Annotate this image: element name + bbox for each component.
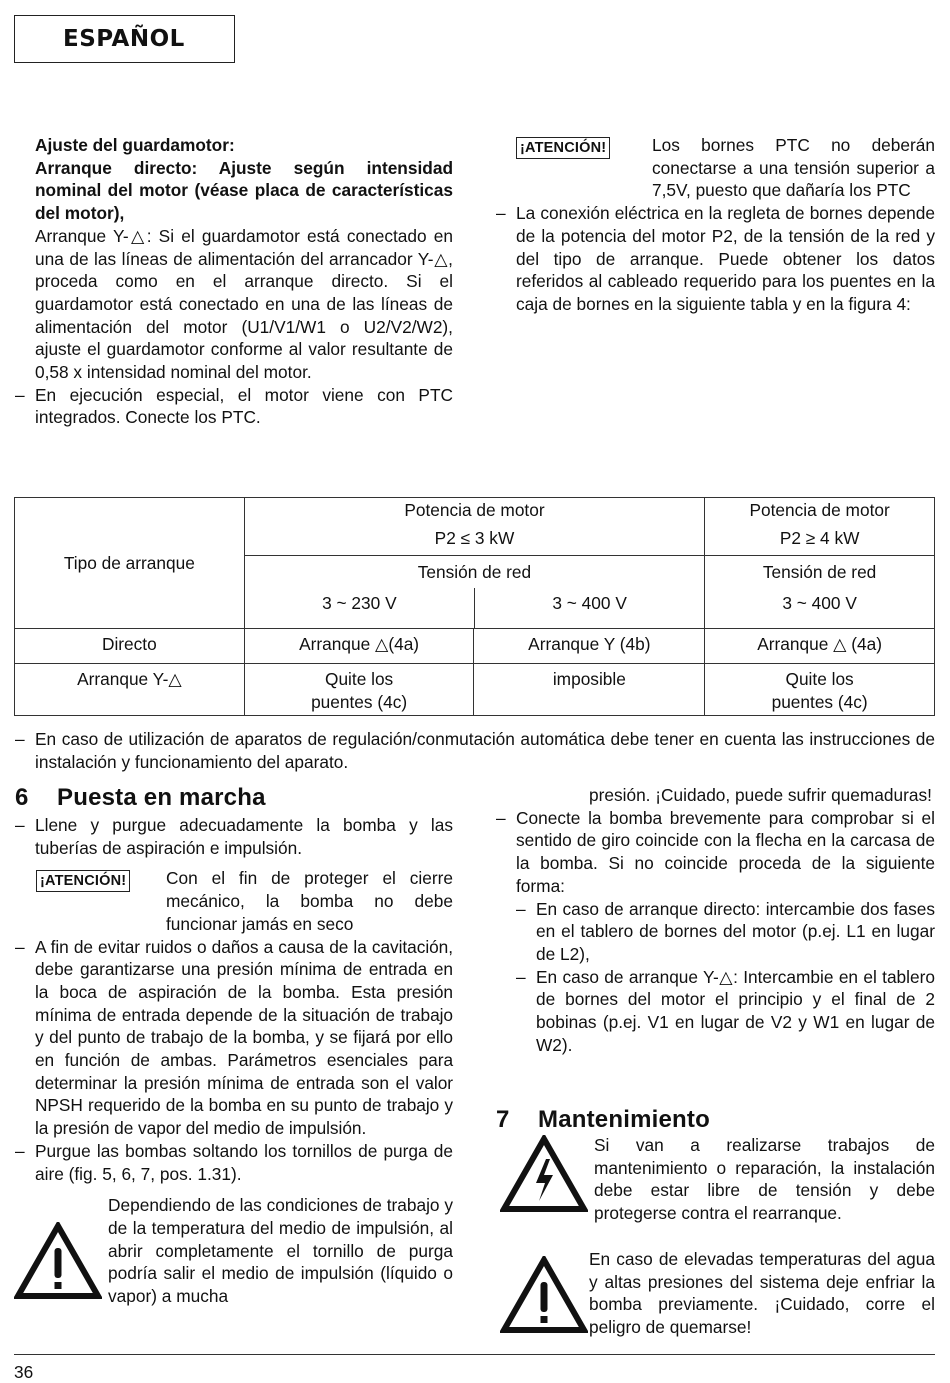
table-cell: Arranque Y (4b) (474, 629, 705, 664)
table-row (15, 629, 935, 664)
tipo-header: Tipo de arranque (15, 498, 245, 629)
section-6-title: 6 Puesta en marcha (15, 784, 266, 811)
ptc-bullet: – En ejecución especial, el motor viene con PTC integrados. Conecte los PTC. (15, 384, 453, 429)
section-7-title: 7 Mantenimiento (496, 1106, 710, 1133)
purge-warning-text: Dependiendo de las condiciones de trabajo y de la temperatura del medio de impulsión, al abrir completamente el tornillo de purga podría salir el medio de impulsión (líquido o vapor) a mucha (108, 1195, 453, 1307)
table-row (15, 664, 935, 716)
purge-bullet: – Purgue las bombas soltando los tornillos de purga de aire (fig. 5, 6, 7, pos. 1.31). (15, 1140, 453, 1185)
star-delta-setting: Arranque Y-△: Si el guardamotor está conectado en una de las líneas de alimentación del arrancador Y-△, proceda como en el arranque directo. Si el guardamotor está conectado en una de las líneas de alimentación del motor (U1/V1/W1 o U2/V2/W2), ajuste el guardamotor conforme al valor resultante de 0,58 x intensidad nominal del motor. (35, 225, 453, 383)
language-header: ESPAÑOL (14, 15, 235, 63)
tension-high-header: Tensión de red 3 ~ 400 V (705, 556, 935, 629)
footer-divider (14, 1354, 935, 1355)
star-delta-sub: – En caso de arranque Y-△: Intercambie en el tablero de bornes del motor el principio y el final de 2 bobinas (p.ej. V1 en lugar de V2 y W1 en lugar de W2). (516, 966, 935, 1057)
electric-warning (594, 1134, 935, 1225)
connection-bullet: – La conexión eléctrica en la regleta de bornes depende de la potencia del motor P2, de la tensión de la red y del tipo de arranque. Puede obtener los datos referidos al cableado requerido para los puentes en la caja de bornes en la siguiente tabla y en la figura 4: (496, 202, 935, 316)
table-cell: Quite los puentes (4c) (705, 664, 935, 716)
left-top-column (35, 134, 453, 429)
cavitation-bullet: – A fin de evitar ruidos o daños a causa de la cavitación, debe garantizarse una presión mínima de entrada en la boca de aspiración de la bomba. Esta presión mínima de entrada depende de la situación de trabajo y del punto de trabajo de la bomba, y se fijará por ello en función de ambas. Parámetros esenciales para determinar la presión mínima de entrada son el valor NPSH requerido de la bomba en su punto de trabajo y la presión de vapor del medio de impulsión. (15, 936, 453, 1140)
motor-protection-heading: Ajuste del guardamotor: (35, 135, 235, 155)
attention-label: ¡ATENCIÓN! (516, 137, 610, 159)
warning-exclamation-icon (14, 1222, 102, 1300)
ptc-attention-text: Los bornes PTC no deberán conectarse a una tensión superior a 7,5V, puesto que dañaría los PTC (652, 135, 935, 201)
table-cell: Arranque Y-△ (15, 664, 245, 716)
attention-label: ¡ATENCIÓN! (36, 870, 130, 892)
temperature-warning-text: En caso de elevadas temperaturas del agua y altas presiones del sistema deje enfriar la bomba previamente. ¡Cuidado, corre el peligro de quemarse! (589, 1249, 935, 1338)
regulation-note-text: – En caso de utilización de aparatos de regulación/conmutación automática debe tener en cuenta las instrucciones de instalación y funcionamiento del aparato. (15, 728, 935, 773)
table-cell: Arranque △(4a) (244, 629, 474, 664)
warning-exclamation-icon (500, 1256, 588, 1334)
electric-warning-text: Si van a realizarse trabajos de mantenimiento o reparación, la instalación debe estar libre de tensión y debe protegerse contra el rearranque. (594, 1135, 935, 1224)
tension-low-header: Tensión de red 3 ~ 230 V 3 ~ 400 V (244, 556, 704, 629)
regulation-note (15, 728, 935, 773)
electric-hazard-icon (500, 1135, 588, 1213)
potencia-low-header: Potencia de motor P2 ≤ 3 kW (244, 498, 704, 556)
table-cell: Directo (15, 629, 245, 664)
right-top-column (496, 134, 935, 316)
table-cell: Arranque △ (4a) (705, 629, 935, 664)
purge-warning-continued: presión. ¡Cuidado, puede sufrir quemaduras! (589, 785, 932, 805)
right-bottom-column (496, 784, 935, 1056)
motor-wiring-table (14, 497, 935, 716)
potencia-high-header: Potencia de motor P2 ≥ 4 kW (705, 498, 935, 556)
page-number: 36 (14, 1362, 34, 1382)
direct-start-sub: – En caso de arranque directo: intercambie dos fases en el tablero de bornes del motor (p.ej. L1 en lugar de L2), (516, 898, 935, 966)
direction-bullet: – Conecte la bomba brevemente para comprobar si el sentido de giro coincide con la flecha en la carcasa de la bomba. Si no coincide proceda de la siguiente forma: (496, 807, 935, 898)
dry-run-text: Con el fin de proteger el cierre mecánico, la bomba no debe funcionar jamás en seco (166, 868, 453, 934)
table-cell: imposible (474, 664, 705, 716)
dry-run-attention (36, 867, 453, 935)
ptc-attention (516, 134, 935, 202)
temperature-warning (589, 1248, 935, 1339)
table-cell: Quite los puentes (4c) (244, 664, 474, 716)
direct-start-setting: Arranque directo: Ajuste según intensidad nominal del motor (véase placa de características del motor), (35, 157, 453, 224)
table-row (15, 498, 935, 556)
fill-bullet: – Llene y purgue adecuadamente la bomba y las tuberías de aspiración e impulsión. (15, 814, 453, 859)
